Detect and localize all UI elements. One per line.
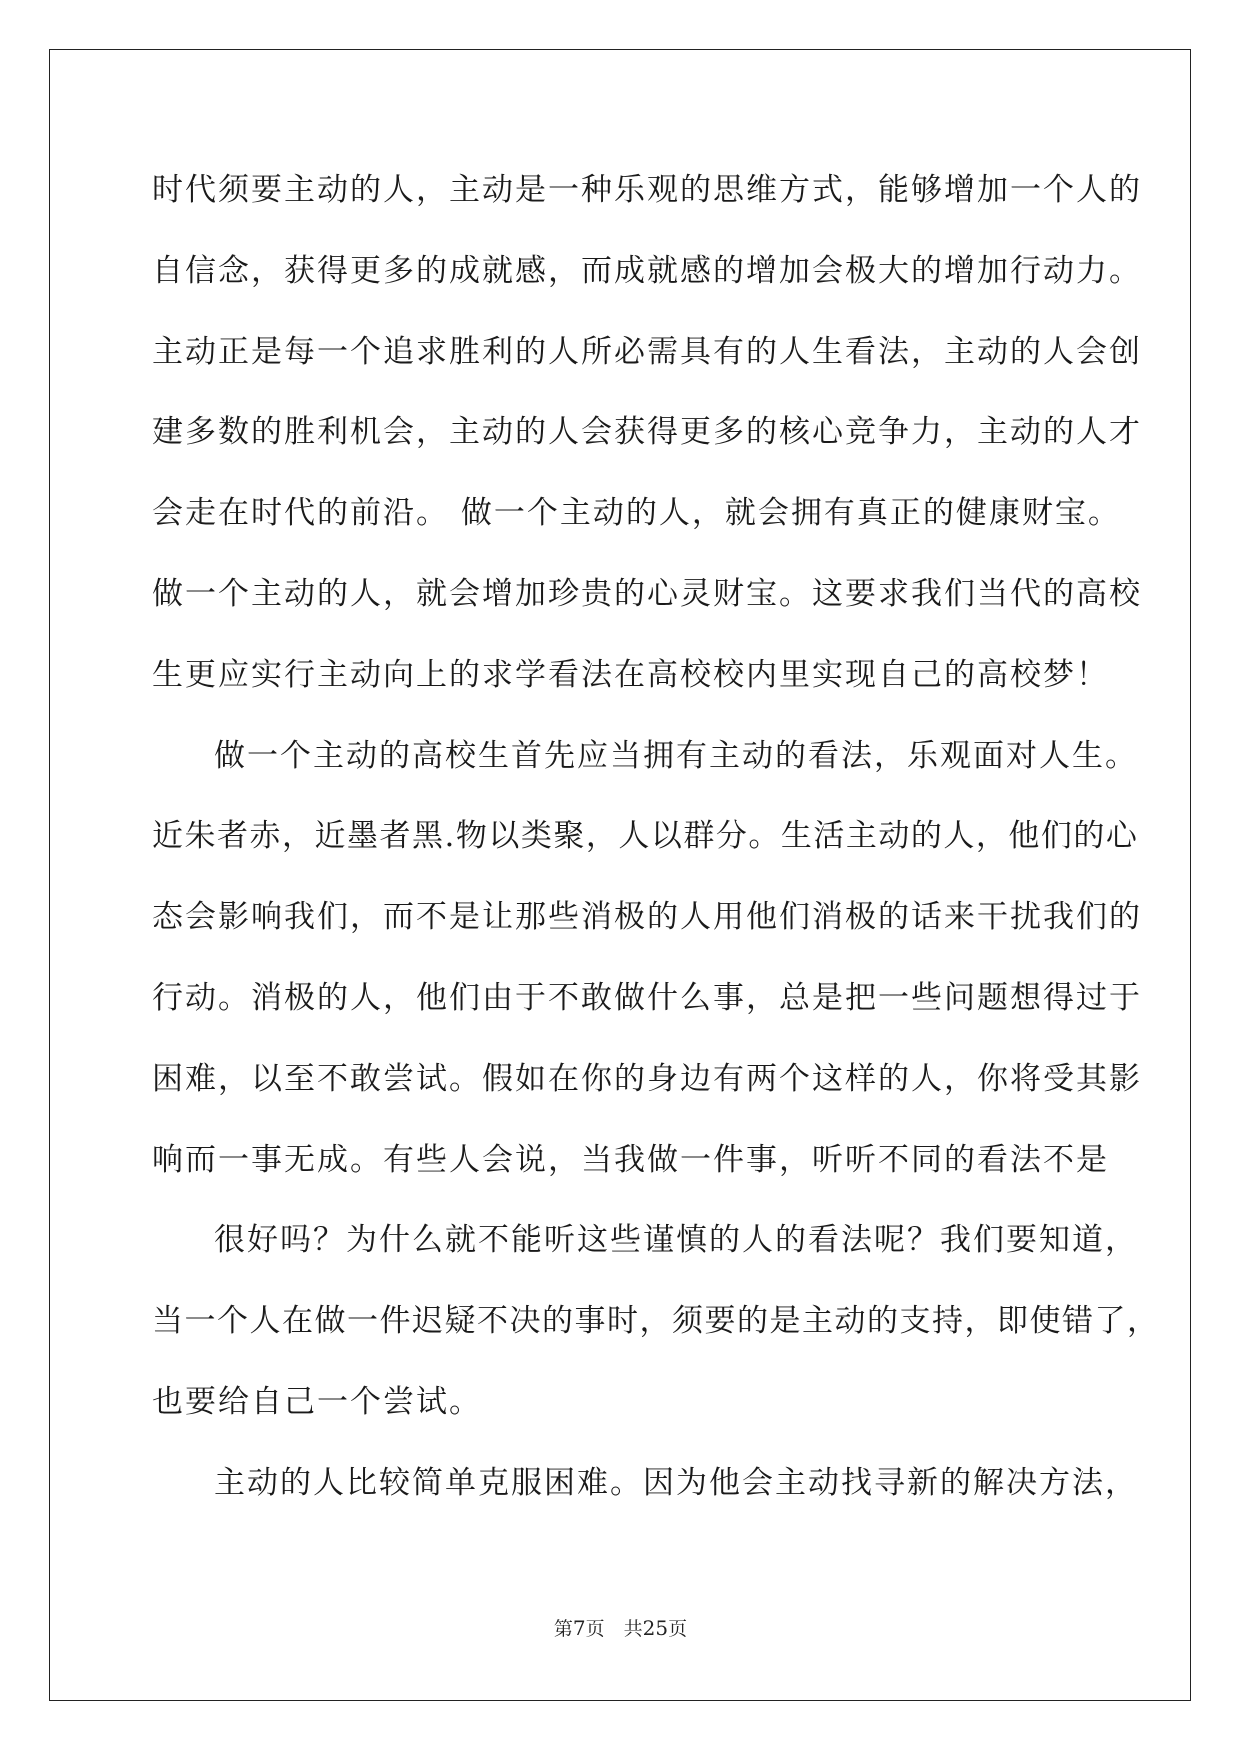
paragraph-start-line: 很好吗？为什么就不能听这些谨慎的人的看法呢？我们要知道， xyxy=(214,1222,1138,1259)
text-line: 生更应实行主动向上的求学看法在高校校内里实现自己的高校梦！ xyxy=(152,656,1109,693)
text-line: 会走在时代的前沿。 做一个主动的人，就会拥有真正的健康财宝。 xyxy=(152,495,1121,532)
text-line: 自信念，获得更多的成就感，而成就感的增加会极大的增加行动力。 xyxy=(152,252,1142,289)
text-line: 响而一事无成。有些人会说，当我做一件事，听听不同的看法不是 xyxy=(152,1141,1109,1178)
footer-suffix: 页 xyxy=(668,1618,688,1640)
text-line: 时代须要主动的人，主动是一种乐观的思维方式，能够增加一个人的 xyxy=(152,172,1142,208)
paragraph-start-line: 做一个主动的高校生首先应当拥有主动的看法，乐观面对人生。 xyxy=(214,737,1138,774)
document-body xyxy=(152,158,1160,1532)
text-line: 主动正是每一个追求胜利的人所必需具有的人生看法，主动的人会创 xyxy=(152,333,1142,370)
text-line: 做一个主动的人，就会增加珍贵的心灵财宝。这要求我们当代的高校 xyxy=(152,575,1142,612)
footer-middle: 页 共 xyxy=(585,1618,643,1640)
total-pages-number: 25 xyxy=(642,1616,669,1640)
text-line: 近朱者赤，近墨者黑.物以类聚，人以群分。生活主动的人，他们的心 xyxy=(152,818,1139,855)
paragraph-start-line: 主动的人比较简单克服困难。因为他会主动找寻新的解决方法， xyxy=(214,1464,1138,1501)
text-line: 也要给自己一个尝试。 xyxy=(152,1383,482,1420)
page-footer xyxy=(0,1614,1241,1641)
text-line: 建多数的胜利机会，主动的人会获得更多的核心竞争力，主动的人才 xyxy=(152,414,1142,451)
text-line: 当一个人在做一件迟疑不决的事时，须要的是主动的支持，即使错了， xyxy=(152,1303,1160,1340)
text-line: 困难，以至不敢尝试。假如在你的身边有两个这样的人，你将受其影 xyxy=(152,1060,1142,1097)
footer-prefix: 第 xyxy=(553,1618,573,1640)
text-line: 态会影响我们，而不是让那些消极的人用他们消极的话来干扰我们的 xyxy=(152,899,1142,936)
text-line: 行动。消极的人，他们由于不敢做什么事，总是把一些问题想得过于 xyxy=(152,979,1142,1016)
current-page-number: 7 xyxy=(572,1616,586,1640)
